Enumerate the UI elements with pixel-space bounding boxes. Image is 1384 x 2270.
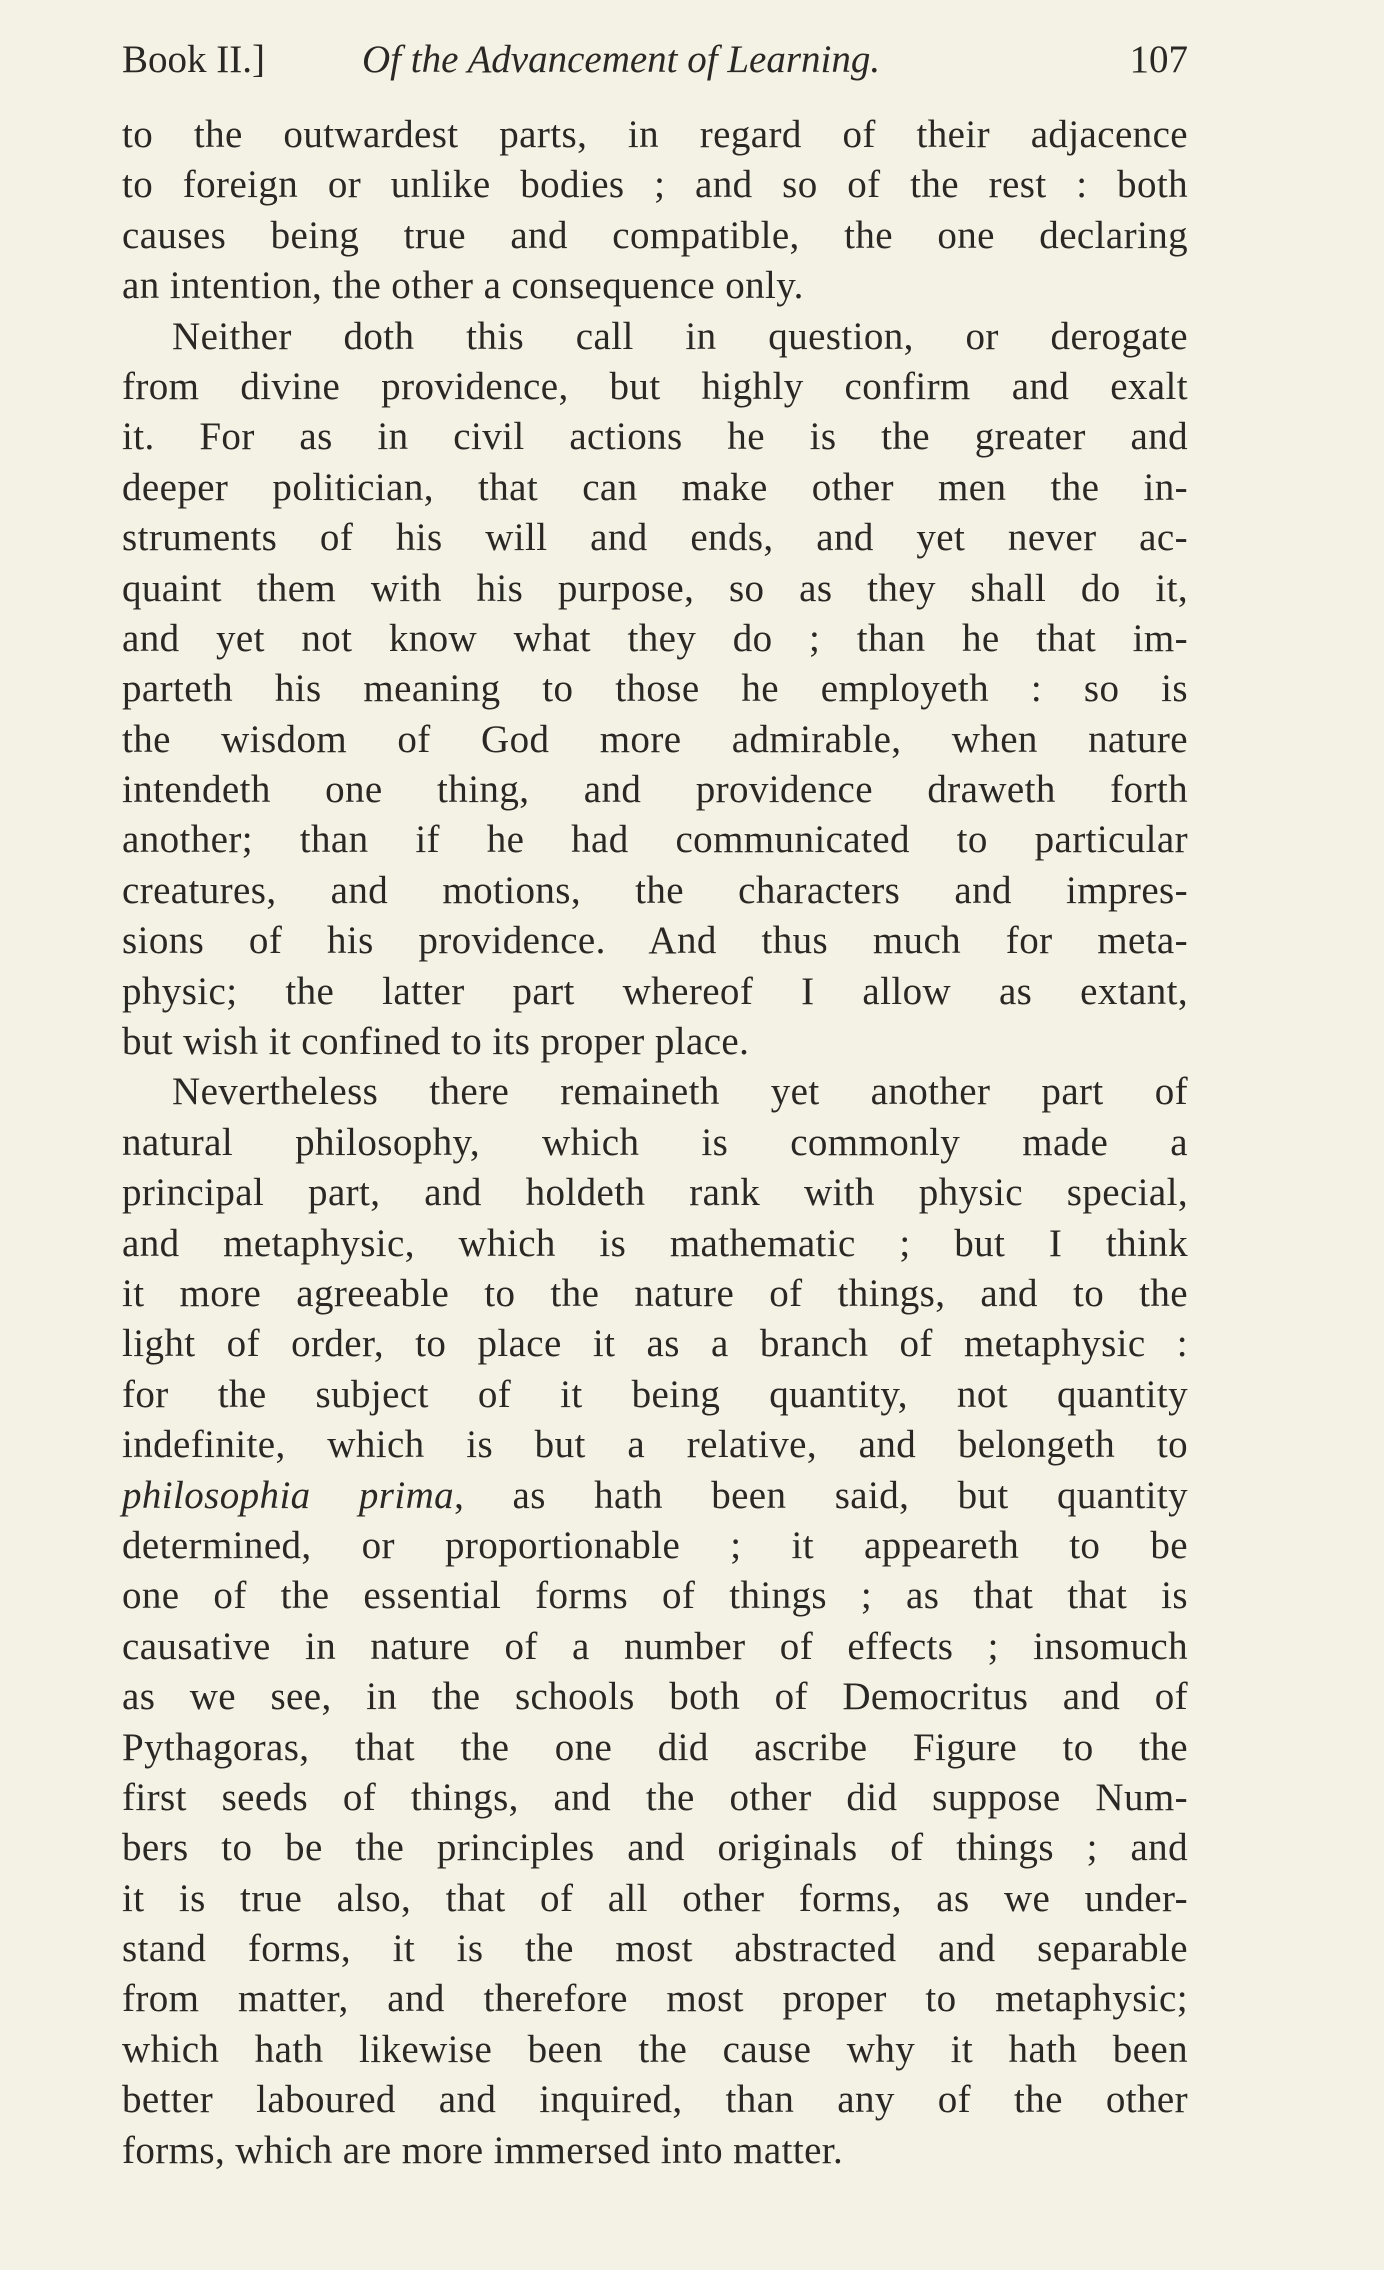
text-line (122, 1269, 1188, 1319)
line-text: and metaphysic, which is mathematic ; but I think (122, 1221, 1188, 1265)
text-line (122, 1874, 1188, 1924)
text-line (122, 1370, 1188, 1420)
line-text: sions of his providence. And thus much for meta- (122, 919, 1188, 963)
line-text: to the outwardest parts, in regard of their adjacence (122, 113, 1188, 156)
line-text: first seeds of things, and the other did suppose Num- (122, 1775, 1188, 1819)
line-text: light of order, to place it as a branch of metaphysic : (122, 1322, 1188, 1366)
text-line (122, 463, 1188, 513)
line-text: , as hath been said, but quantity (454, 1473, 1188, 1517)
line-text: deeper politician, that can make other men the in- (122, 465, 1188, 509)
text-line (122, 866, 1188, 916)
text-line (122, 110, 1188, 160)
text-line (122, 160, 1188, 210)
page-number: 107 (1129, 38, 1188, 81)
line-text: parteth his meaning to those he employeth : so is (122, 667, 1188, 711)
line-text: determined, or proportionable ; it appeareth to be (122, 1523, 1188, 1567)
text-line (122, 1118, 1188, 1168)
text-line (122, 967, 1188, 1017)
text-line (122, 1823, 1188, 1873)
line-text: stand forms, it is the most abstracted and separable (122, 1927, 1188, 1971)
text-line (122, 1471, 1188, 1521)
text-line (122, 2025, 1188, 2075)
line-text: the wisdom of God more admirable, when nature (122, 717, 1188, 761)
line-text: Pythagoras, that the one did ascribe Figure to the (122, 1725, 1188, 1769)
line-text: natural philosophy, which is commonly made a (122, 1120, 1188, 1164)
text-line (122, 1924, 1188, 1974)
text-line (122, 261, 1188, 311)
text-line (122, 1219, 1188, 1269)
line-text: bers to be the principles and originals of things ; and (122, 1826, 1188, 1870)
line-text: as we see, in the schools both of Democritus and of (122, 1675, 1188, 1719)
line-text: causative in nature of a number of effects ; insomuch (122, 1624, 1188, 1668)
line-text: another; than if he had communicated to particular (122, 818, 1188, 862)
line-text: creatures, and motions, the characters and impres- (122, 868, 1188, 912)
text-line (122, 1723, 1188, 1773)
line-text: indefinite, which is but a relative, and belongeth to (122, 1423, 1188, 1467)
text-line (122, 1672, 1188, 1722)
page-body-text (122, 110, 1188, 2176)
line-text: from divine providence, but highly confirm and exalt (122, 364, 1188, 408)
line-text: it is true also, that of all other forms, as we under- (122, 1876, 1188, 1920)
line-text: Nevertheless there remaineth yet another part of (172, 1070, 1188, 1114)
text-line (122, 1974, 1188, 2024)
text-line (122, 715, 1188, 765)
text-line (122, 564, 1188, 614)
line-text: forms, which are more immersed into matter. (122, 2128, 844, 2172)
text-line (122, 2126, 1188, 2176)
text-line (122, 664, 1188, 714)
line-text: principal part, and holdeth rank with physic special, (122, 1171, 1188, 1215)
line-text: it. For as in civil actions he is the greater and (122, 415, 1188, 459)
line-text: it more agreeable to the nature of things, and to the (122, 1271, 1188, 1315)
line-text: intendeth one thing, and providence draweth forth (122, 768, 1188, 812)
book-label: Book II.] (122, 38, 265, 81)
line-text: causes being true and compatible, the one declaring (122, 213, 1188, 257)
text-line (122, 1420, 1188, 1470)
running-title: Of the Advancement of Learning. (362, 38, 881, 81)
text-line (122, 815, 1188, 865)
text-line (122, 1571, 1188, 1621)
text-line (122, 211, 1188, 261)
line-text: one of the essential forms of things ; as that that is (122, 1574, 1188, 1618)
text-line (122, 1017, 1188, 1067)
line-text: which hath likewise been the cause why it hath been (122, 2027, 1188, 2071)
text-line (122, 1067, 1188, 1117)
text-line (122, 513, 1188, 563)
line-text: but wish it confined to its proper place. (122, 1020, 750, 1064)
text-line (122, 1319, 1188, 1369)
text-line (122, 1622, 1188, 1672)
line-text: to foreign or unlike bodies ; and so of the rest : both (122, 163, 1188, 207)
text-line (122, 916, 1188, 966)
line-text: physic; the latter part whereof I allow as extant, (122, 969, 1188, 1013)
text-line (122, 765, 1188, 815)
running-header (122, 34, 1188, 86)
line-text: struments of his will and ends, and yet never ac- (122, 516, 1188, 560)
text-line (122, 1521, 1188, 1571)
line-text: quaint them with his purpose, so as they shall do it, (122, 566, 1188, 610)
line-text: Neither doth this call in question, or derogate (172, 314, 1188, 358)
text-line (122, 412, 1188, 462)
text-line (122, 1168, 1188, 1218)
line-text: an intention, the other a consequence only. (122, 264, 804, 308)
text-line (122, 362, 1188, 412)
line-text: better laboured and inquired, than any of the other (122, 2078, 1188, 2122)
line-text: from matter, and therefore most proper to metaphysic; (122, 1977, 1188, 2021)
line-text: and yet not know what they do ; than he that im- (122, 616, 1188, 660)
text-line (122, 312, 1188, 362)
line-text: for the subject of it being quantity, not quantity (122, 1372, 1188, 1416)
text-line (122, 1773, 1188, 1823)
text-line (122, 2075, 1188, 2125)
italic-phrase: philosophia prima (122, 1473, 455, 1517)
text-line (122, 614, 1188, 664)
